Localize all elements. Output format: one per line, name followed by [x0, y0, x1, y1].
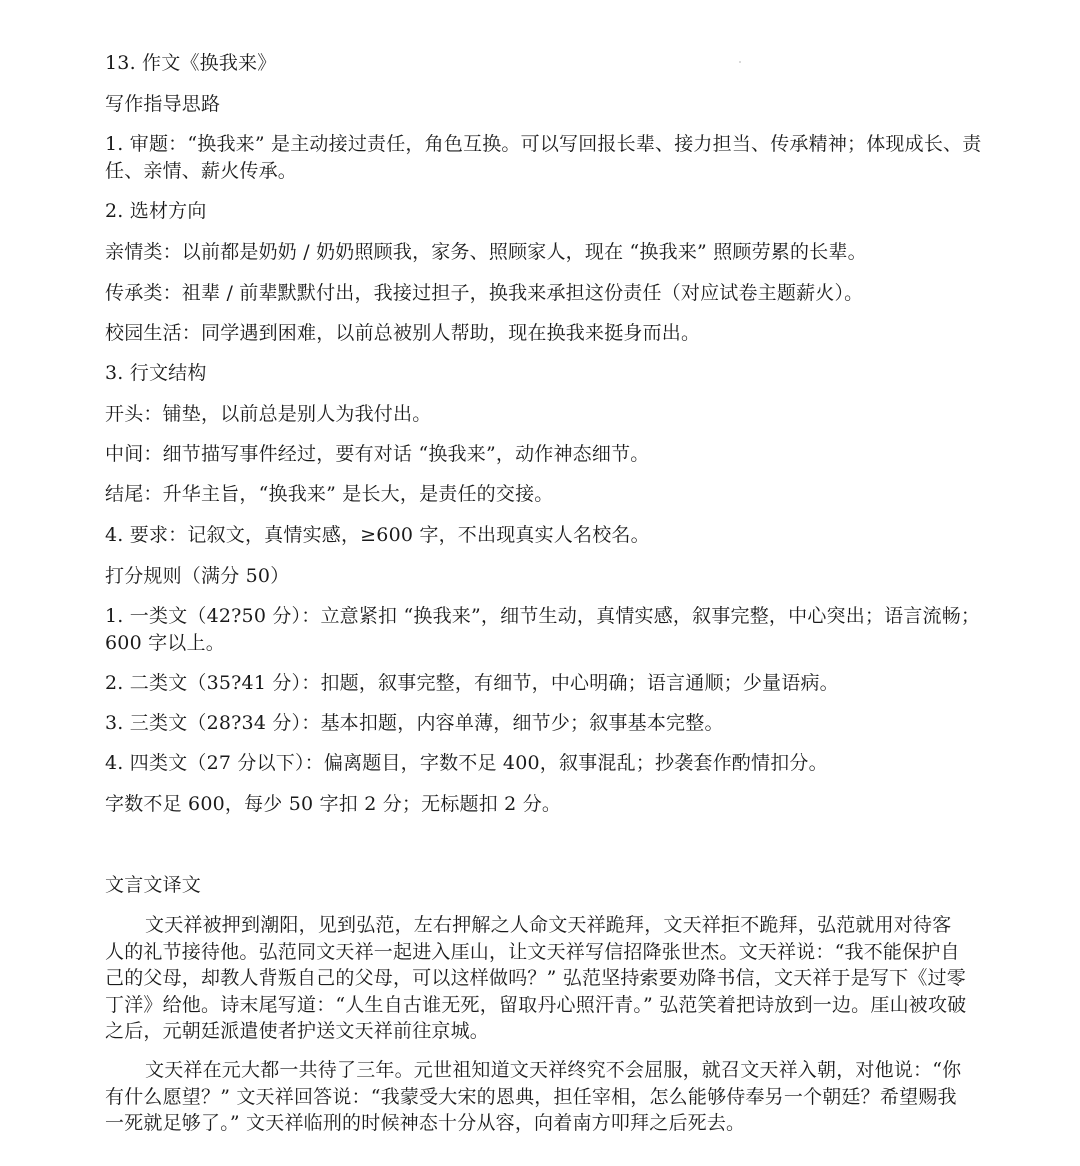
guide-item-1: 1. 审题：“换我来” 是主动接过责任，角色互换。可以写回报长辈、接力担当、传承精神；体现成长、责任、亲情、薪火传承。 — [105, 133, 982, 182]
guide-item-3-ending: 结尾：升华主旨，“换我来” 是长大，是责任的交接。 — [105, 483, 554, 505]
guide-item-2-family: 亲情类：以前都是奶奶 / 奶奶照顾我，家务、照顾家人，现在 “换我来” 照顾劳累的长辈。 — [105, 241, 867, 263]
scoring-heading: 打分规则（满分 50） — [105, 565, 290, 587]
translation-paragraph-1: 文天祥被押到潮阳，见到弘范，左右押解之人命文天祥跪拜，文天祥拒不跪拜，弘范就用对待客人的礼节接待他。弘范同文天祥一起进入厓山，让文天祥写信招降张世杰。文天祥说：“我不能保护自己的父母，却教人背叛自己的父母，可以这样做吗？” 弘范坚持索要劝降书信，文天祥于是写下《过零丁洋》给他。诗末尾写道：“人生自古谁无死，留取丹心照汗青。” 弘范笑着把诗放到一边。厓山被攻破之后，元朝廷派遣使者护送文天祥前往京城。 — [105, 914, 967, 1042]
scoring-item-2: 2. 二类文（35?41 分）：扣题，叙事完整，有细节，中心明确；语言通顺；少量语病。 — [105, 672, 839, 694]
scoring-item-1: 1. 一类文（42?50 分）：立意紧扣 “换我来”，细节生动，真情实感，叙事完整，中心突出；语言流畅；600 字以上。 — [105, 605, 981, 654]
scoring-item-5: 字数不足 600，每少 50 字扣 2 分；无标题扣 2 分。 — [105, 793, 562, 815]
scoring-item-4: 4. 四类文（27 分以下）：偏离题目，字数不足 400，叙事混乱；抄袭套作酌情扣分。 — [105, 752, 828, 774]
essay-title: 13. 作文《换我来》 — [105, 52, 277, 74]
guide-heading: 写作指导思路 — [105, 93, 221, 115]
guide-item-2-heritage: 传承类：祖辈 / 前辈默默付出，我接过担子，换我来承担这份责任（对应试卷主题薪火）。 — [105, 282, 864, 304]
translation-heading: 文言文译文 — [105, 874, 202, 896]
guide-item-3-heading: 3. 行文结构 — [105, 362, 207, 384]
guide-item-2-heading: 2. 选材方向 — [105, 200, 207, 222]
translation-paragraph-2: 文天祥在元大都一共待了三年。元世祖知道文天祥终究不会屈服，就召文天祥入朝，对他说：“你有什么愿望？” 文天祥回答说：“我蒙受大宋的恩典，担任宰相，怎么能够侍奉另一个朝廷？希望赐我一死就足够了。” 文天祥临刑的时候神态十分从容，向着南方叩拜之后死去。 — [105, 1059, 962, 1134]
guide-item-4: 4. 要求：记叙文，真情实感，≥600 字，不出现真实人名校名。 — [105, 524, 650, 546]
guide-item-3-middle: 中间：细节描写事件经过，要有对话 “换我来”，动作神态细节。 — [105, 443, 650, 465]
guide-item-3-opening: 开头：铺垫，以前总是别人为我付出。 — [105, 403, 432, 425]
guide-item-2-campus: 校园生活：同学遇到困难，以前总被别人帮助，现在换我来挺身而出。 — [105, 322, 701, 344]
scoring-item-3: 3. 三类文（28?34 分）：基本扣题，内容单薄，细节少；叙事基本完整。 — [105, 712, 724, 734]
